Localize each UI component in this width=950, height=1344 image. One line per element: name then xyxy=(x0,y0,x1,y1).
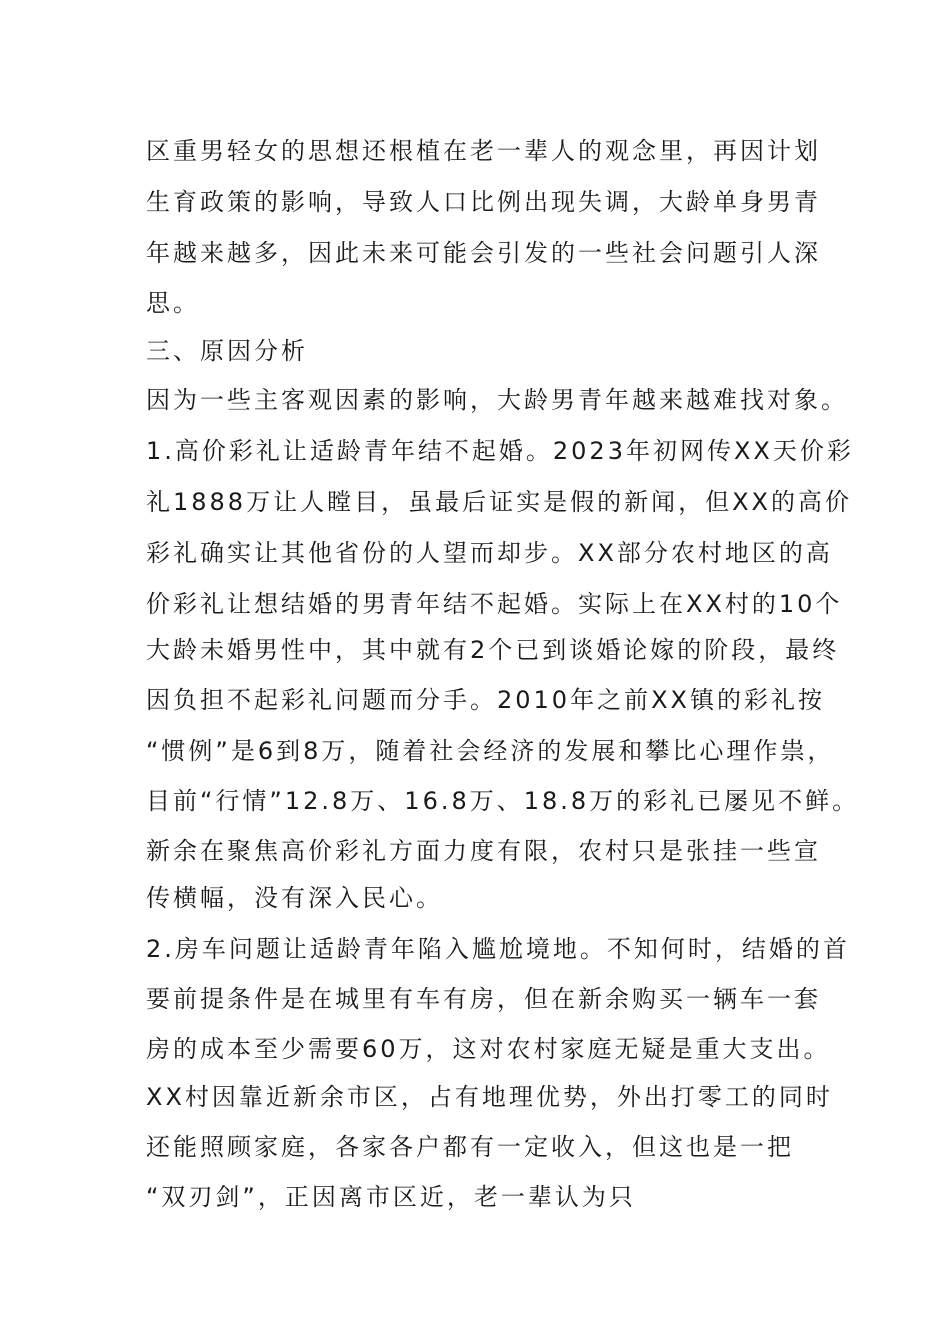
body-text-line: 新余在聚焦高价彩礼方面力度有限，农村只是张挂一些宣 xyxy=(146,837,821,865)
body-text-line: 房的成本至少需要60万，这对农村家庭无疑是重大支出。 xyxy=(146,1035,831,1063)
body-text-line: 大龄未婚男性中，其中就有2个已到谈婚论嫁的阶段，最终 xyxy=(146,636,840,664)
body-text-line: 年越来越多，因此未来可能会引发的一些社会问题引人深 xyxy=(146,239,821,267)
section-heading: 三、原因分析 xyxy=(146,337,308,365)
body-text-line: 还能照顾家庭，各家各户都有一定收入，但这也是一把 xyxy=(146,1133,794,1161)
body-text-line: XX村因靠近新余市区，占有地理优势，外出打零工的同时 xyxy=(146,1083,833,1111)
body-text-line: “双刃剑”，正因离市区近，老一辈认为只 xyxy=(146,1183,636,1211)
body-text-line: 因负担不起彩礼问题而分手。2010年之前XX镇的彩礼按 xyxy=(146,686,825,714)
body-text-line: 彩礼确实让其他省份的人望而却步。XX部分农村地区的高 xyxy=(146,539,833,567)
body-text-line: 目前“行情”12.8万、16.8万、18.8万的彩礼已屡见不鲜。 xyxy=(146,787,860,815)
body-text-line: 因为一些主客观因素的影响，大龄男青年越来越难找对象。 xyxy=(146,386,848,414)
body-text-line: 思。 xyxy=(146,289,200,317)
body-text-line: 传横幅，没有深入民心。 xyxy=(146,884,443,912)
body-text-line: 2.房车问题让适龄青年陷入尴尬境地。不知何时，结婚的首 xyxy=(146,935,850,963)
body-text-line: “惯例”是6到8万，随着社会经济的发展和攀比心理作祟， xyxy=(146,737,835,765)
body-text-line: 区重男轻女的思想还根植在老一辈人的观念里，再因计划 xyxy=(146,137,821,165)
body-text-line: 价彩礼让想结婚的男青年结不起婚。实际上在XX村的10个 xyxy=(146,590,843,618)
body-text-line: 礼1888万让人瞠目，虽最后证实是假的新闻，但XX的高价 xyxy=(146,488,852,516)
body-text-line: 生育政策的影响，导致人口比例出现失调，大龄单身男青 xyxy=(146,188,821,216)
body-text-line: 要前提条件是在城里有车有房，但在新余购买一辆车一套 xyxy=(146,985,821,1013)
body-text-line: 1.高价彩礼让适龄青年结不起婚。2023年初网传XX天价彩 xyxy=(146,437,854,465)
